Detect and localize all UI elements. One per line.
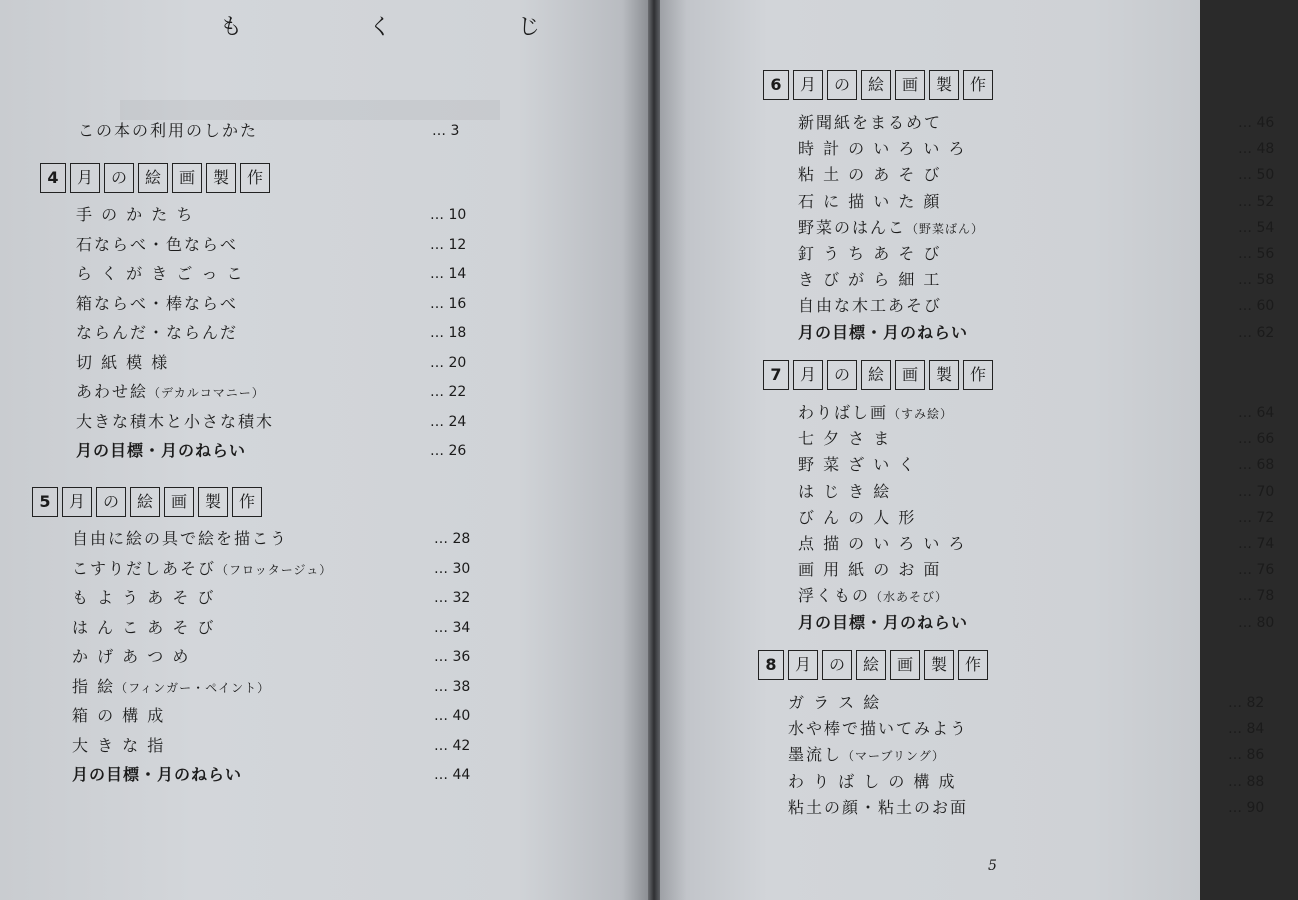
entry-page: … 3 bbox=[432, 123, 460, 139]
heading-char: の bbox=[104, 163, 134, 193]
entry-page: … 36 bbox=[434, 649, 471, 665]
entry-note: （水あそび） bbox=[870, 590, 949, 605]
entry-title-text: ならんだ・ならんだ bbox=[76, 323, 239, 342]
entry-title bbox=[788, 690, 881, 716]
toc-entry bbox=[798, 110, 1298, 136]
entry-title bbox=[76, 409, 274, 435]
entry-page: … 40 bbox=[434, 708, 471, 724]
entry-page: … 58 bbox=[1238, 272, 1275, 289]
entry-title bbox=[72, 585, 215, 611]
heading-char: 画 bbox=[164, 487, 194, 517]
toc-entry bbox=[72, 644, 494, 670]
heading-char: 絵 bbox=[130, 487, 160, 517]
toc-entry bbox=[798, 557, 1298, 583]
toc-entry bbox=[76, 320, 490, 346]
heading-char: 作 bbox=[963, 70, 993, 100]
entry-title-text: わりばし画 bbox=[798, 403, 889, 422]
entry-title-text: 石ならべ・色ならべ bbox=[76, 234, 239, 254]
entry-title bbox=[788, 716, 968, 742]
entry-title bbox=[798, 320, 968, 346]
toc-entry bbox=[798, 531, 1298, 557]
toc-entry bbox=[76, 202, 490, 228]
entry-title-text: 粘 土 の あ そ び bbox=[798, 165, 942, 185]
entry-title bbox=[76, 261, 245, 287]
entry-title bbox=[798, 610, 968, 636]
entry-note: （デカルコマニー） bbox=[148, 386, 265, 400]
toc-entry bbox=[788, 690, 1288, 716]
entry-title-text: わ り ば し の 構 成 bbox=[788, 771, 957, 791]
entry-title-text: 手 の か た ち bbox=[76, 205, 195, 224]
heading-char: の bbox=[822, 650, 852, 680]
entry-title-text: 箱 の 構 成 bbox=[72, 706, 166, 725]
heading-char: 製 bbox=[929, 360, 959, 390]
heading-char: の bbox=[96, 487, 126, 517]
entry-title-text: 新聞紙をまるめて bbox=[798, 113, 943, 132]
entry-title bbox=[798, 505, 916, 531]
toc-entry bbox=[72, 556, 494, 582]
month-heading-8 bbox=[758, 650, 992, 680]
entry-page: … 52 bbox=[1238, 193, 1275, 210]
entry-title bbox=[72, 644, 190, 670]
heading-char: 製 bbox=[924, 650, 954, 680]
entry-title-text: は じ き 絵 bbox=[798, 481, 892, 501]
entry-title bbox=[76, 438, 246, 464]
heading-char: の bbox=[827, 70, 857, 100]
toc-entry bbox=[798, 293, 1298, 319]
entry-title bbox=[798, 452, 916, 478]
entry-title-text: 水や棒で描いてみよう bbox=[788, 719, 969, 739]
toc-entry bbox=[798, 241, 1298, 267]
month-heading-4 bbox=[40, 163, 274, 193]
entry-title: この本の利用のしかた bbox=[78, 121, 259, 140]
entry-page: … 10 bbox=[430, 207, 467, 223]
entry-title bbox=[788, 742, 945, 769]
toc-entry-intro bbox=[78, 118, 498, 144]
entry-page: … 34 bbox=[434, 619, 471, 636]
entry-page: … 24 bbox=[430, 413, 467, 430]
entry-title-text: あわせ絵 bbox=[76, 382, 149, 401]
entry-title-text: 石 に 描 い た 顔 bbox=[798, 191, 942, 211]
toc-entry bbox=[76, 409, 490, 435]
entry-title bbox=[76, 232, 238, 258]
entry-title-text: び ん の 人 形 bbox=[798, 507, 917, 527]
entry-page: … 56 bbox=[1238, 246, 1275, 262]
entry-title-text: か げ あ つ め bbox=[72, 647, 191, 666]
toc-entry bbox=[788, 716, 1288, 742]
toc-entry bbox=[798, 426, 1298, 452]
entry-page: … 50 bbox=[1238, 167, 1275, 184]
entry-title-text: は ん こ あ そ び bbox=[72, 617, 216, 637]
entry-page: … 54 bbox=[1238, 219, 1275, 236]
entry-title bbox=[798, 583, 948, 610]
entry-title bbox=[798, 531, 967, 557]
heading-char: 月 bbox=[793, 360, 823, 390]
entry-page: … 72 bbox=[1238, 509, 1275, 526]
heading-char: 画 bbox=[890, 650, 920, 680]
gutter bbox=[648, 0, 660, 900]
entry-title-text: 大きな積木と小さな積木 bbox=[76, 411, 275, 431]
toc-entry bbox=[788, 769, 1288, 795]
entry-note: （マーブリング） bbox=[842, 749, 946, 764]
entry-page: … 20 bbox=[430, 354, 467, 371]
entry-page: … 46 bbox=[1238, 115, 1275, 131]
heading-char: 作 bbox=[232, 487, 262, 517]
entry-title bbox=[72, 733, 165, 759]
entry-title bbox=[798, 400, 953, 427]
month-heading-6 bbox=[763, 70, 997, 100]
entry-title bbox=[798, 241, 941, 267]
entry-title-text: 月の目標・月のねらい bbox=[798, 322, 969, 342]
entry-title bbox=[72, 674, 270, 701]
entry-title bbox=[798, 479, 891, 505]
toc-entry bbox=[72, 526, 494, 552]
entry-note: （すみ絵） bbox=[888, 407, 954, 421]
entry-page: … 76 bbox=[1238, 562, 1275, 579]
entry-page: … 28 bbox=[434, 531, 471, 547]
toc-entry bbox=[798, 505, 1298, 531]
toc-entry bbox=[798, 267, 1298, 293]
entry-page: … 48 bbox=[1238, 141, 1275, 158]
entry-page: … 74 bbox=[1238, 536, 1275, 552]
month-number: 4 bbox=[40, 163, 66, 193]
entry-title bbox=[788, 795, 968, 821]
entry-page: … 82 bbox=[1228, 695, 1265, 711]
heading-char: 画 bbox=[172, 163, 202, 193]
entry-title bbox=[798, 426, 891, 452]
entry-title-text: 浮くもの bbox=[798, 586, 871, 606]
toc-entry bbox=[76, 438, 490, 464]
entry-title bbox=[798, 110, 942, 136]
entry-title-text: こすりだしあそび bbox=[72, 558, 217, 578]
toc-title: も く じ bbox=[220, 15, 600, 40]
toc-entry bbox=[72, 615, 494, 641]
entry-title-text: 箱ならべ・棒ならべ bbox=[76, 293, 239, 313]
entry-page: … 88 bbox=[1228, 773, 1265, 790]
toc-entry bbox=[788, 742, 1288, 768]
heading-char: 絵 bbox=[856, 650, 886, 680]
entry-page: … 22 bbox=[430, 384, 467, 400]
entry-page: … 60 bbox=[1238, 298, 1275, 315]
toc-entry bbox=[76, 350, 490, 376]
entry-title-text: 時 計 の い ろ い ろ bbox=[798, 139, 967, 159]
entry-title bbox=[798, 189, 941, 215]
entry-title-text: き び が ら 細 工 bbox=[798, 270, 942, 290]
entry-title bbox=[798, 162, 941, 188]
entry-title-text: 大 き な 指 bbox=[72, 735, 166, 755]
month-heading-5 bbox=[32, 487, 266, 517]
toc-entry bbox=[72, 762, 494, 788]
entry-page: … 26 bbox=[430, 443, 467, 459]
month-number: 5 bbox=[32, 487, 58, 517]
entry-title bbox=[76, 379, 265, 406]
show-through bbox=[120, 100, 500, 120]
entry-title bbox=[76, 320, 238, 346]
heading-char: 月 bbox=[70, 163, 100, 193]
entry-title bbox=[798, 557, 941, 583]
entry-page: … 68 bbox=[1238, 457, 1275, 474]
toc-entry bbox=[72, 703, 494, 729]
toc-entry bbox=[72, 733, 494, 759]
entry-title bbox=[72, 703, 165, 729]
entry-title-text: 画 用 紙 の お 面 bbox=[798, 560, 942, 580]
month-number: 7 bbox=[763, 360, 789, 390]
entry-note: （フロッタージュ） bbox=[216, 562, 333, 577]
toc-entry bbox=[798, 189, 1298, 215]
entry-title-text: 野菜のはんこ bbox=[798, 217, 907, 237]
toc-entry bbox=[72, 585, 494, 611]
entry-page: … 64 bbox=[1238, 405, 1275, 421]
entry-page: … 78 bbox=[1238, 588, 1275, 605]
entry-title bbox=[798, 293, 942, 319]
heading-char: 絵 bbox=[861, 360, 891, 390]
entry-title bbox=[76, 202, 194, 228]
toc-entry bbox=[76, 379, 490, 405]
entry-title-text: 月の目標・月のねらい bbox=[72, 765, 243, 784]
heading-char: 月 bbox=[62, 487, 92, 517]
entry-title bbox=[798, 267, 941, 293]
entry-title-text: も よ う あ そ び bbox=[72, 588, 216, 607]
toc-entry bbox=[798, 162, 1298, 188]
heading-char: 作 bbox=[963, 360, 993, 390]
entry-title-text: 釘 う ち あ そ び bbox=[798, 244, 942, 263]
toc-entry bbox=[788, 795, 1288, 821]
heading-char: 製 bbox=[206, 163, 236, 193]
entry-title bbox=[72, 615, 215, 641]
entry-title bbox=[72, 556, 332, 583]
entry-title bbox=[788, 769, 957, 795]
month-heading-7 bbox=[763, 360, 997, 390]
entry-title-text: 切 紙 模 様 bbox=[76, 352, 170, 372]
toc-entry bbox=[798, 610, 1298, 636]
entry-title bbox=[76, 291, 238, 317]
toc-entry bbox=[798, 583, 1298, 609]
entry-title-text: 指 絵 bbox=[72, 676, 116, 696]
entry-title-text: 七 夕 さ ま bbox=[798, 429, 892, 449]
toc-entry bbox=[798, 479, 1298, 505]
toc-entry bbox=[76, 291, 490, 317]
entry-title-text: 自由な木工あそび bbox=[798, 296, 943, 316]
toc-entry bbox=[798, 400, 1298, 426]
entry-title-text: 月の目標・月のねらい bbox=[798, 612, 969, 632]
entry-title bbox=[798, 136, 967, 162]
entry-page: … 90 bbox=[1228, 799, 1265, 816]
entry-note: （フィンガー・ペイント） bbox=[115, 680, 271, 695]
entry-page: … 14 bbox=[430, 266, 467, 282]
right-page bbox=[660, 0, 1275, 900]
toc-entry bbox=[76, 232, 490, 258]
entry-page: … 62 bbox=[1238, 324, 1275, 341]
heading-char: 作 bbox=[958, 650, 988, 680]
entry-page: … 38 bbox=[434, 678, 471, 695]
toc-entry bbox=[798, 320, 1298, 346]
entry-title-text: ガ ラ ス 絵 bbox=[788, 693, 882, 712]
entry-title-text: 野 菜 ざ い く bbox=[798, 455, 917, 475]
entry-page: … 42 bbox=[434, 737, 471, 754]
entry-page: … 80 bbox=[1238, 614, 1275, 631]
toc-entry bbox=[798, 215, 1298, 241]
heading-char: 月 bbox=[788, 650, 818, 680]
heading-char: 製 bbox=[929, 70, 959, 100]
entry-page: … 12 bbox=[430, 236, 467, 253]
page-number: 5 bbox=[988, 858, 997, 874]
heading-char: の bbox=[827, 360, 857, 390]
entry-title-text: 粘土の顔・粘土のお面 bbox=[788, 797, 969, 817]
toc-entry bbox=[798, 452, 1298, 478]
entry-title bbox=[72, 762, 242, 788]
entry-page: … 86 bbox=[1228, 747, 1265, 764]
entry-title-text: 月の目標・月のねらい bbox=[76, 441, 247, 460]
entry-page: … 16 bbox=[430, 295, 467, 312]
toc-entry bbox=[76, 261, 490, 287]
toc-entry bbox=[798, 136, 1298, 162]
entry-title bbox=[76, 350, 169, 376]
heading-char: 作 bbox=[240, 163, 270, 193]
heading-char: 製 bbox=[198, 487, 228, 517]
entry-page: … 44 bbox=[434, 767, 471, 783]
entry-title bbox=[798, 215, 984, 242]
month-number: 6 bbox=[763, 70, 789, 100]
left-page bbox=[0, 0, 648, 900]
entry-page: … 70 bbox=[1238, 483, 1275, 500]
entry-page: … 66 bbox=[1238, 431, 1275, 448]
entry-title-text: 自由に絵の具で絵を描こう bbox=[72, 529, 289, 548]
entry-page: … 18 bbox=[430, 325, 467, 341]
entry-title-text: ら く が き ご っ こ bbox=[76, 264, 245, 283]
entry-page: … 84 bbox=[1228, 721, 1265, 738]
toc-entry bbox=[72, 674, 494, 700]
entry-page: … 30 bbox=[434, 560, 471, 577]
month-number: 8 bbox=[758, 650, 784, 680]
entry-title bbox=[72, 526, 288, 552]
entry-note: （野菜ばん） bbox=[906, 221, 985, 236]
entry-title-text: 点 描 の い ろ い ろ bbox=[798, 534, 967, 553]
heading-char: 月 bbox=[793, 70, 823, 100]
heading-char: 画 bbox=[895, 70, 925, 100]
entry-title-text: 墨流し bbox=[788, 745, 843, 765]
entry-page: … 32 bbox=[434, 590, 471, 606]
heading-char: 画 bbox=[895, 360, 925, 390]
heading-char: 絵 bbox=[861, 70, 891, 100]
heading-char: 絵 bbox=[138, 163, 168, 193]
